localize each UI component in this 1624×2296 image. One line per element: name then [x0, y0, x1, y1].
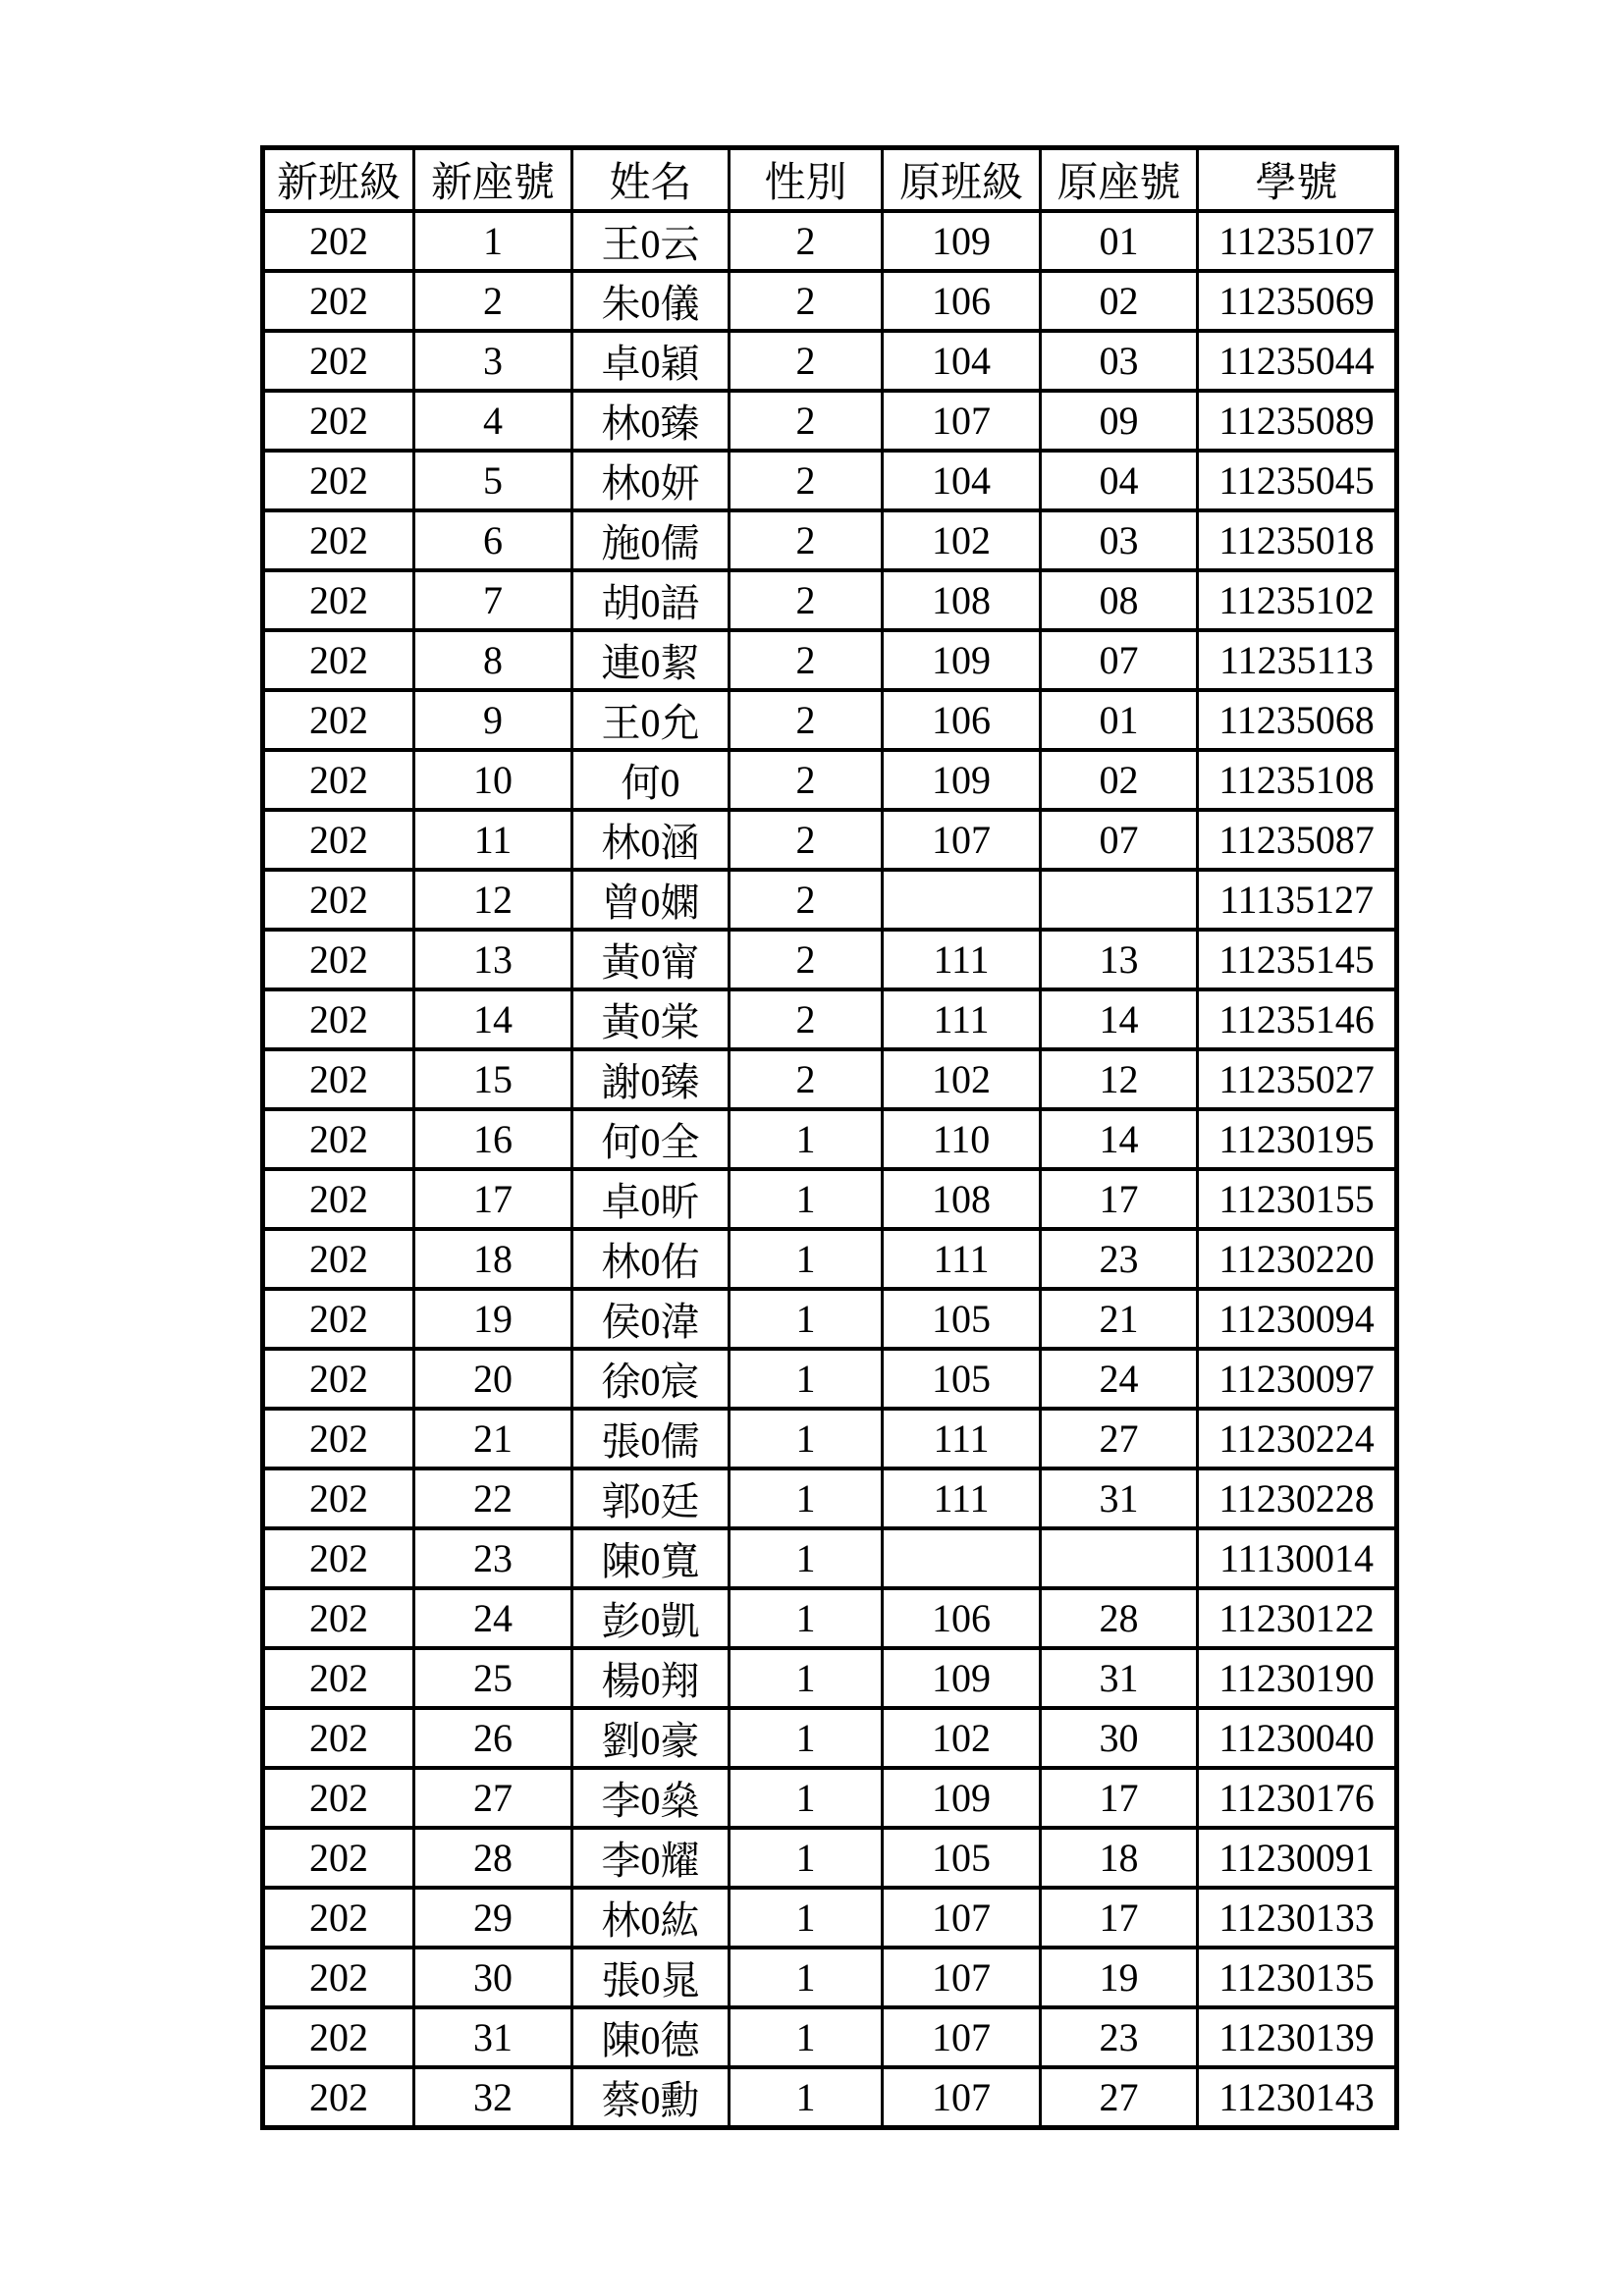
cell-gender: 2	[730, 930, 883, 989]
cell-gender: 2	[730, 989, 883, 1049]
cell-student-id: 11235087	[1198, 810, 1397, 870]
cell-new-class: 202	[263, 989, 414, 1049]
table-row	[263, 1588, 1397, 1648]
cell-orig-seat: 07	[1041, 630, 1198, 690]
cell-orig-seat: 14	[1041, 1109, 1198, 1169]
cell-orig-seat: 17	[1041, 1768, 1198, 1828]
cell-name: 黃0甯	[572, 930, 730, 989]
cell-orig-class: 109	[883, 1768, 1041, 1828]
cell-gender: 1	[730, 1349, 883, 1409]
cell-orig-class	[883, 1528, 1041, 1588]
cell-orig-class: 109	[883, 750, 1041, 810]
cell-orig-class: 107	[883, 1948, 1041, 2007]
cell-new-class: 202	[263, 1528, 414, 1588]
cell-new-class: 202	[263, 1588, 414, 1648]
table-row	[263, 331, 1397, 391]
cell-gender: 1	[730, 1468, 883, 1528]
cell-student-id: 11230176	[1198, 1768, 1397, 1828]
cell-student-id: 11235146	[1198, 989, 1397, 1049]
cell-orig-seat: 04	[1041, 451, 1198, 510]
table-row	[263, 1768, 1397, 1828]
cell-orig-seat: 18	[1041, 1828, 1198, 1888]
cell-new-class: 202	[263, 271, 414, 331]
cell-new-class: 202	[263, 331, 414, 391]
cell-orig-seat: 12	[1041, 1049, 1198, 1109]
cell-new-class: 202	[263, 1109, 414, 1169]
cell-new-class: 202	[263, 510, 414, 570]
table-row	[263, 810, 1397, 870]
cell-student-id: 11235027	[1198, 1049, 1397, 1109]
cell-orig-class: 109	[883, 630, 1041, 690]
cell-gender: 1	[730, 1768, 883, 1828]
cell-new-seat: 14	[414, 989, 572, 1049]
cell-new-class: 202	[263, 451, 414, 510]
cell-gender: 1	[730, 1289, 883, 1349]
cell-name: 蔡0勳	[572, 2067, 730, 2128]
table-row	[263, 570, 1397, 630]
cell-orig-class: 104	[883, 451, 1041, 510]
cell-new-seat: 19	[414, 1289, 572, 1349]
cell-orig-class: 111	[883, 1468, 1041, 1528]
cell-new-class: 202	[263, 1468, 414, 1528]
cell-gender: 1	[730, 1409, 883, 1468]
cell-gender: 2	[730, 211, 883, 271]
cell-gender: 2	[730, 810, 883, 870]
cell-new-class: 202	[263, 2067, 414, 2128]
cell-orig-seat	[1041, 1528, 1198, 1588]
cell-new-seat: 24	[414, 1588, 572, 1648]
cell-orig-seat: 24	[1041, 1349, 1198, 1409]
table-row	[263, 391, 1397, 451]
cell-gender: 2	[730, 451, 883, 510]
cell-student-id: 11235108	[1198, 750, 1397, 810]
cell-gender: 1	[730, 1169, 883, 1229]
cell-student-id: 11230091	[1198, 1828, 1397, 1888]
cell-orig-class: 106	[883, 271, 1041, 331]
cell-new-seat: 12	[414, 870, 572, 930]
cell-orig-seat: 02	[1041, 271, 1198, 331]
cell-gender: 1	[730, 1109, 883, 1169]
cell-new-class: 202	[263, 391, 414, 451]
cell-new-class: 202	[263, 2007, 414, 2067]
cell-orig-seat: 27	[1041, 1409, 1198, 1468]
cell-student-id: 11230228	[1198, 1468, 1397, 1528]
column-header-gender: 性別	[730, 148, 883, 212]
cell-gender: 1	[730, 1888, 883, 1948]
cell-orig-class: 109	[883, 211, 1041, 271]
table-row	[263, 1648, 1397, 1708]
cell-new-class: 202	[263, 1049, 414, 1109]
cell-orig-seat: 31	[1041, 1468, 1198, 1528]
cell-orig-seat	[1041, 870, 1198, 930]
table-row	[263, 510, 1397, 570]
cell-name: 何0全	[572, 1109, 730, 1169]
cell-orig-class: 106	[883, 690, 1041, 750]
cell-orig-seat: 27	[1041, 2067, 1198, 2128]
cell-orig-seat: 14	[1041, 989, 1198, 1049]
cell-new-class: 202	[263, 630, 414, 690]
cell-orig-class: 107	[883, 2007, 1041, 2067]
cell-gender: 2	[730, 391, 883, 451]
cell-orig-seat: 03	[1041, 510, 1198, 570]
cell-name: 朱0儀	[572, 271, 730, 331]
cell-student-id: 11230190	[1198, 1648, 1397, 1708]
cell-name: 胡0語	[572, 570, 730, 630]
cell-name: 侯0湋	[572, 1289, 730, 1349]
cell-name: 李0耀	[572, 1828, 730, 1888]
cell-new-seat: 9	[414, 690, 572, 750]
cell-orig-seat: 13	[1041, 930, 1198, 989]
cell-orig-class: 105	[883, 1349, 1041, 1409]
cell-orig-seat: 03	[1041, 331, 1198, 391]
cell-new-seat: 18	[414, 1229, 572, 1289]
table-row	[263, 989, 1397, 1049]
cell-gender: 1	[730, 2067, 883, 2128]
cell-student-id: 11230224	[1198, 1409, 1397, 1468]
cell-name: 陳0德	[572, 2007, 730, 2067]
cell-orig-seat: 07	[1041, 810, 1198, 870]
cell-new-seat: 17	[414, 1169, 572, 1229]
cell-name: 連0絜	[572, 630, 730, 690]
cell-student-id: 11235018	[1198, 510, 1397, 570]
cell-student-id: 11230094	[1198, 1289, 1397, 1349]
cell-new-seat: 3	[414, 331, 572, 391]
cell-gender: 2	[730, 331, 883, 391]
cell-student-id: 11235089	[1198, 391, 1397, 451]
cell-student-id: 11230135	[1198, 1948, 1397, 2007]
column-header-new-seat: 新座號	[414, 148, 572, 212]
cell-gender: 2	[730, 870, 883, 930]
cell-name: 彭0凱	[572, 1588, 730, 1648]
cell-new-seat: 6	[414, 510, 572, 570]
table-row	[263, 2067, 1397, 2128]
cell-new-class: 202	[263, 1289, 414, 1349]
cell-student-id: 11230097	[1198, 1349, 1397, 1409]
cell-gender: 2	[730, 630, 883, 690]
cell-name: 謝0臻	[572, 1049, 730, 1109]
table-row	[263, 271, 1397, 331]
table-row	[263, 1828, 1397, 1888]
cell-orig-seat: 01	[1041, 211, 1198, 271]
cell-orig-seat: 23	[1041, 1229, 1198, 1289]
cell-new-seat: 22	[414, 1468, 572, 1528]
cell-student-id: 11230133	[1198, 1888, 1397, 1948]
cell-orig-seat: 08	[1041, 570, 1198, 630]
cell-new-seat: 23	[414, 1528, 572, 1588]
cell-student-id: 11130014	[1198, 1528, 1397, 1588]
cell-orig-class: 110	[883, 1109, 1041, 1169]
cell-gender: 2	[730, 750, 883, 810]
cell-gender: 1	[730, 1708, 883, 1768]
cell-orig-class: 111	[883, 1229, 1041, 1289]
cell-orig-seat: 01	[1041, 690, 1198, 750]
cell-new-seat: 31	[414, 2007, 572, 2067]
cell-orig-class: 107	[883, 391, 1041, 451]
cell-student-id: 11230195	[1198, 1109, 1397, 1169]
cell-student-id: 11230143	[1198, 2067, 1397, 2128]
cell-new-class: 202	[263, 1349, 414, 1409]
cell-orig-class	[883, 870, 1041, 930]
column-header-name: 姓名	[572, 148, 730, 212]
table-row	[263, 690, 1397, 750]
table-row	[263, 1229, 1397, 1289]
cell-new-class: 202	[263, 810, 414, 870]
cell-name: 林0佑	[572, 1229, 730, 1289]
cell-name: 楊0翔	[572, 1648, 730, 1708]
cell-gender: 1	[730, 1948, 883, 2007]
table-row	[263, 1528, 1397, 1588]
header-row	[263, 148, 1397, 212]
cell-name: 林0妍	[572, 451, 730, 510]
cell-new-class: 202	[263, 1229, 414, 1289]
class-roster-table	[260, 145, 1399, 2130]
cell-student-id: 11230155	[1198, 1169, 1397, 1229]
cell-new-seat: 26	[414, 1708, 572, 1768]
cell-new-seat: 20	[414, 1349, 572, 1409]
cell-gender: 2	[730, 1049, 883, 1109]
table-row	[263, 1109, 1397, 1169]
cell-new-seat: 15	[414, 1049, 572, 1109]
cell-new-class: 202	[263, 750, 414, 810]
cell-gender: 2	[730, 690, 883, 750]
cell-new-class: 202	[263, 211, 414, 271]
cell-gender: 2	[730, 271, 883, 331]
column-header-student-id: 學號	[1198, 148, 1397, 212]
table-row	[263, 1888, 1397, 1948]
cell-new-class: 202	[263, 1409, 414, 1468]
cell-orig-class: 111	[883, 1409, 1041, 1468]
cell-orig-class: 106	[883, 1588, 1041, 1648]
cell-student-id: 11235102	[1198, 570, 1397, 630]
cell-new-class: 202	[263, 690, 414, 750]
cell-orig-seat: 17	[1041, 1169, 1198, 1229]
table-row	[263, 930, 1397, 989]
cell-student-id: 11235069	[1198, 271, 1397, 331]
table-row	[263, 630, 1397, 690]
cell-orig-seat: 09	[1041, 391, 1198, 451]
cell-name: 王0云	[572, 211, 730, 271]
cell-orig-class: 104	[883, 331, 1041, 391]
cell-new-class: 202	[263, 1948, 414, 2007]
cell-new-class: 202	[263, 1169, 414, 1229]
cell-orig-class: 102	[883, 510, 1041, 570]
cell-name: 何0	[572, 750, 730, 810]
cell-orig-class: 109	[883, 1648, 1041, 1708]
cell-new-seat: 16	[414, 1109, 572, 1169]
table-row	[263, 1349, 1397, 1409]
table-row	[263, 750, 1397, 810]
cell-orig-class: 111	[883, 930, 1041, 989]
cell-name: 張0晁	[572, 1948, 730, 2007]
cell-student-id: 11135127	[1198, 870, 1397, 930]
cell-student-id: 11230040	[1198, 1708, 1397, 1768]
cell-new-seat: 27	[414, 1768, 572, 1828]
cell-gender: 1	[730, 1528, 883, 1588]
cell-orig-class: 105	[883, 1828, 1041, 1888]
cell-new-seat: 21	[414, 1409, 572, 1468]
cell-student-id: 11235045	[1198, 451, 1397, 510]
cell-new-seat: 10	[414, 750, 572, 810]
cell-orig-seat: 31	[1041, 1648, 1198, 1708]
cell-new-class: 202	[263, 1648, 414, 1708]
cell-name: 劉0豪	[572, 1708, 730, 1768]
cell-orig-class: 108	[883, 570, 1041, 630]
cell-name: 陳0寬	[572, 1528, 730, 1588]
cell-name: 林0涵	[572, 810, 730, 870]
cell-new-seat: 2	[414, 271, 572, 331]
cell-orig-seat: 30	[1041, 1708, 1198, 1768]
cell-name: 卓0昕	[572, 1169, 730, 1229]
cell-student-id: 11230220	[1198, 1229, 1397, 1289]
cell-orig-class: 105	[883, 1289, 1041, 1349]
cell-new-seat: 28	[414, 1828, 572, 1888]
cell-student-id: 11230139	[1198, 2007, 1397, 2067]
cell-new-class: 202	[263, 1768, 414, 1828]
cell-new-class: 202	[263, 930, 414, 989]
cell-student-id: 11230122	[1198, 1588, 1397, 1648]
cell-gender: 2	[730, 510, 883, 570]
cell-student-id: 11235107	[1198, 211, 1397, 271]
cell-name: 林0臻	[572, 391, 730, 451]
cell-new-seat: 11	[414, 810, 572, 870]
table-row	[263, 211, 1397, 271]
cell-student-id: 11235068	[1198, 690, 1397, 750]
cell-gender: 1	[730, 2007, 883, 2067]
cell-student-id: 11235044	[1198, 331, 1397, 391]
cell-orig-seat: 19	[1041, 1948, 1198, 2007]
cell-new-class: 202	[263, 1828, 414, 1888]
cell-gender: 2	[730, 570, 883, 630]
cell-gender: 1	[730, 1229, 883, 1289]
cell-new-seat: 25	[414, 1648, 572, 1708]
cell-new-seat: 7	[414, 570, 572, 630]
cell-orig-seat: 28	[1041, 1588, 1198, 1648]
cell-name: 曾0嫻	[572, 870, 730, 930]
cell-name: 卓0穎	[572, 331, 730, 391]
cell-name: 黃0棠	[572, 989, 730, 1049]
cell-name: 王0允	[572, 690, 730, 750]
cell-new-class: 202	[263, 570, 414, 630]
cell-orig-seat: 23	[1041, 2007, 1198, 2067]
cell-orig-seat: 17	[1041, 1888, 1198, 1948]
table-row	[263, 451, 1397, 510]
cell-name: 李0燊	[572, 1768, 730, 1828]
cell-name: 施0儒	[572, 510, 730, 570]
table-row	[263, 1948, 1397, 2007]
cell-orig-seat: 02	[1041, 750, 1198, 810]
column-header-orig-seat: 原座號	[1041, 148, 1198, 212]
cell-new-seat: 8	[414, 630, 572, 690]
cell-name: 徐0宸	[572, 1349, 730, 1409]
cell-orig-class: 102	[883, 1049, 1041, 1109]
cell-orig-class: 111	[883, 989, 1041, 1049]
table-row	[263, 1409, 1397, 1468]
cell-orig-class: 102	[883, 1708, 1041, 1768]
table-row	[263, 1289, 1397, 1349]
cell-name: 張0儒	[572, 1409, 730, 1468]
table-row	[263, 2007, 1397, 2067]
column-header-new-class: 新班級	[263, 148, 414, 212]
table-row	[263, 1049, 1397, 1109]
cell-new-seat: 13	[414, 930, 572, 989]
cell-orig-seat: 21	[1041, 1289, 1198, 1349]
cell-gender: 1	[730, 1588, 883, 1648]
table-row	[263, 1708, 1397, 1768]
cell-student-id: 11235113	[1198, 630, 1397, 690]
table-row	[263, 1468, 1397, 1528]
cell-new-seat: 32	[414, 2067, 572, 2128]
cell-gender: 1	[730, 1828, 883, 1888]
cell-new-class: 202	[263, 1888, 414, 1948]
table-row	[263, 870, 1397, 930]
cell-new-seat: 30	[414, 1948, 572, 2007]
cell-new-class: 202	[263, 870, 414, 930]
table-row	[263, 1169, 1397, 1229]
cell-name: 林0紘	[572, 1888, 730, 1948]
cell-new-class: 202	[263, 1708, 414, 1768]
cell-new-seat: 1	[414, 211, 572, 271]
cell-orig-class: 107	[883, 1888, 1041, 1948]
cell-orig-class: 108	[883, 1169, 1041, 1229]
cell-new-seat: 4	[414, 391, 572, 451]
cell-gender: 1	[730, 1648, 883, 1708]
cell-student-id: 11235145	[1198, 930, 1397, 989]
cell-orig-class: 107	[883, 810, 1041, 870]
cell-name: 郭0廷	[572, 1468, 730, 1528]
column-header-orig-class: 原班級	[883, 148, 1041, 212]
cell-new-seat: 5	[414, 451, 572, 510]
cell-orig-class: 107	[883, 2067, 1041, 2128]
cell-new-seat: 29	[414, 1888, 572, 1948]
